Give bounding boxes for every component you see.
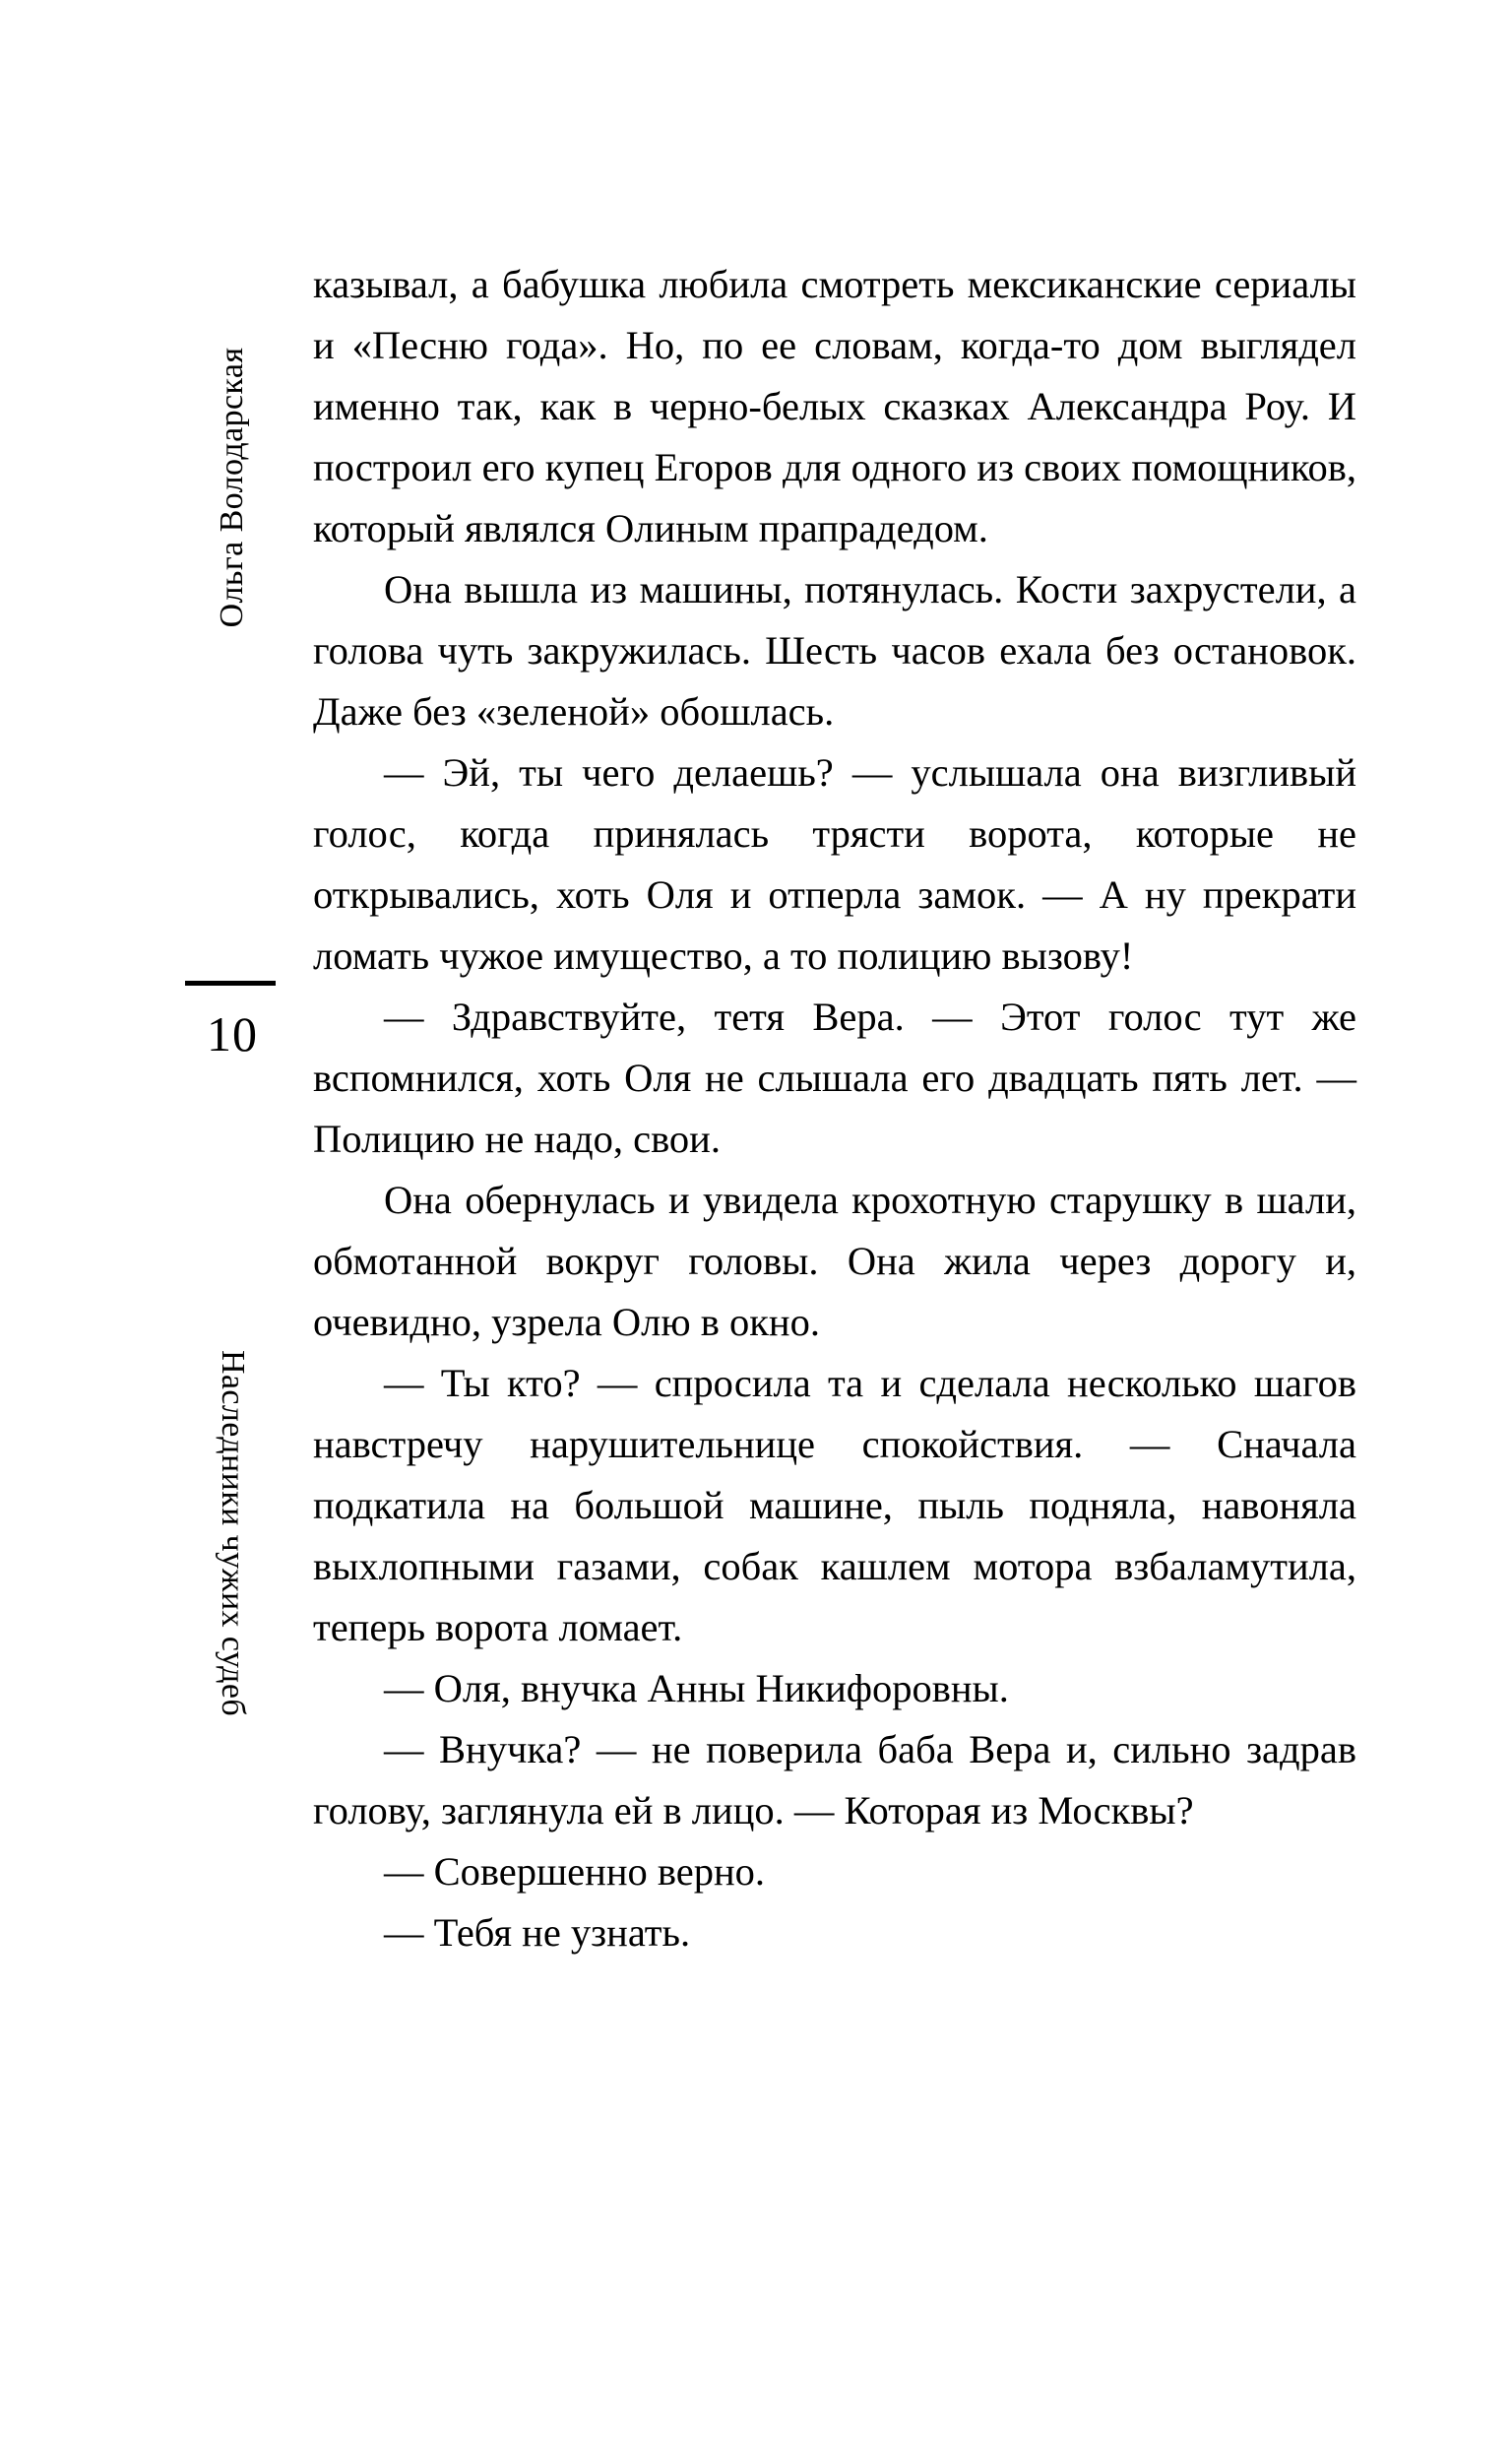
body-paragraph: — Оля, внучка Анны Никифоровны. [384, 1666, 1009, 1710]
body-paragraph: — Ты кто? — спросила та и сделала несколько шагов навстречу нарушительнице спокойствия. — Сначала подкатила на большой машине, пыль подняла, навоняла выхлопными газами, собак кашлем мотора взбаламутила, теперь ворота ломает. [313, 1361, 1356, 1649]
body-paragraph: казывал, а бабушка любила смотреть мексиканские сериалы и «Песню года». Но, по ее словам, когда-то дом выглядел именно так, как в черно-белых сказках Александра Роу. И построил его купец Егоров для одного из своих помощников, который являлся Олиным прапрадедом. [313, 262, 1356, 550]
body-paragraph: — Тебя не узнать. [384, 1910, 691, 1955]
body-paragraph: — Внучка? — не поверила баба Вера и, сильно задрав голову, заглянула ей в лицо. — Которая из Москвы? [313, 1727, 1356, 1832]
body-paragraph: — Совершенно верно. [384, 1849, 766, 1894]
body-paragraph: Она вышла из машины, потянулась. Кости захрустели, а голова чуть закружилась. Шесть часов ехала без остановок. Даже без «зеленой» обошлась. [313, 567, 1356, 734]
body-paragraph: — Здравствуйте, тетя Вера. — Этот голос тут же вспомнился, хоть Оля не слышала его двадцать пять лет. — Полицию не надо, свои. [313, 995, 1356, 1161]
running-head-title: Наследники чужих судеб [215, 1349, 251, 1717]
body-paragraph: — Эй, ты чего делаешь? — услышала она визгливый голос, когда принялась трясти ворота, которые не открывались, хоть Оля и отперла замок. — А ну прекрати ломать чужое имущество, а то полицию вызову! [313, 750, 1356, 978]
running-head-author: Ольга Володарская [214, 347, 250, 628]
page-number: 10 [207, 1006, 258, 1061]
running-margin [173, 0, 291, 2443]
body-text-column [313, 254, 1356, 1963]
body-paragraph: Она обернулась и увидела крохотную старушку в шали, обмотанной вокруг головы. Она жила через дорогу и, очевидно, узрела Олю в окно. [313, 1178, 1356, 1344]
margin-divider-rule [185, 981, 276, 986]
